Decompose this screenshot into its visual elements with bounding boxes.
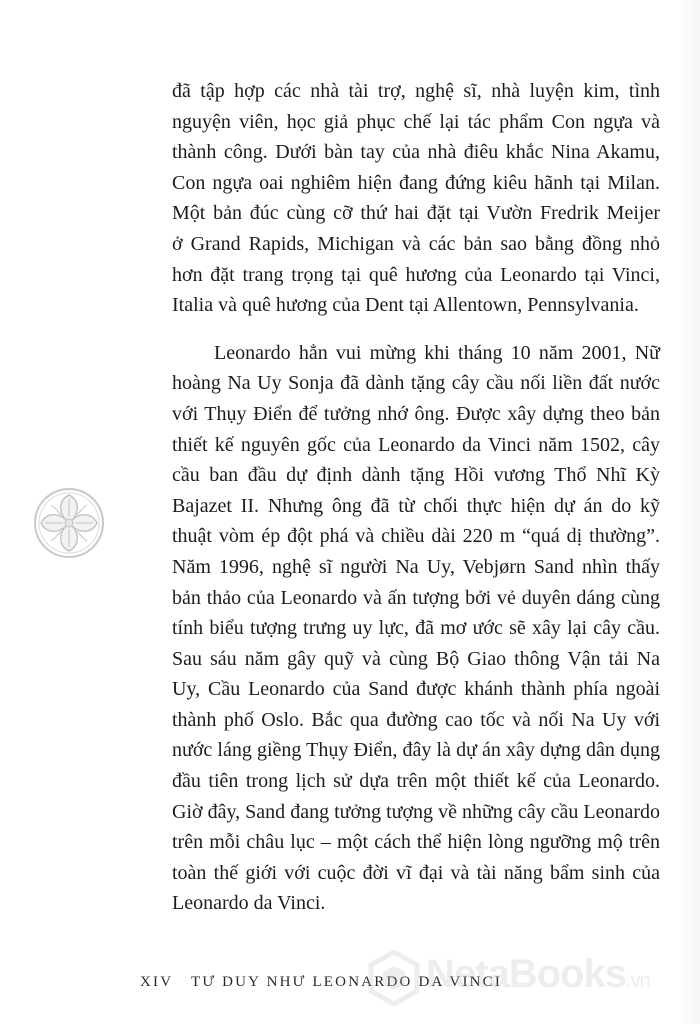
text-line: thành phố Oslo. Bắc qua đường cao tốc và nối Na Uy với [172, 708, 660, 731]
paragraph-1 [172, 76, 660, 321]
text-line: thành công. Dưới bàn tay của nhà điêu khắc Nina Akamu, [172, 141, 660, 164]
text-line: Giờ đây, Sand đang tưởng tượng về những cây cầu Leonardo [172, 800, 660, 823]
running-title: TƯ DUY NHƯ LEONARDO DA VINCI [190, 974, 503, 990]
text-line: cầu ban đầu dự định dành tặng Hồi vương Thổ Nhĩ Kỳ [172, 464, 660, 487]
watermark [368, 948, 690, 1012]
text-line: đã tập hợp các nhà tài trợ, nghệ sĩ, nhà luyện kim, tình [172, 80, 660, 102]
text-line: Uy, Cầu Leonardo của Sand được khánh thành phía ngoài [172, 678, 660, 701]
floral-rosette-icon [33, 487, 105, 559]
body-text [172, 76, 660, 919]
text-line: toàn thế giới với cuộc đời vĩ đại và tài năng bẩm sinh của [172, 861, 660, 884]
watermark-brand: NetaBooks.vn [426, 952, 650, 996]
page-edge [678, 0, 700, 1024]
text-line: với Thụy Điển để tưởng nhớ ông. Được xây dựng theo bản [172, 402, 660, 425]
text-line: tính biểu tượng trưng uy lực, đã mơ ước sẽ xây lại cây cầu. [172, 617, 660, 640]
text-line: Leonardo hẳn vui mừng khi tháng 10 năm 2001, Nữ [214, 341, 660, 364]
text-line: Năm 1996, nghệ sĩ người Na Uy, Vebjørn Sand nhìn thấy [172, 555, 660, 578]
hexagon-logo-icon [368, 950, 420, 1006]
text-line: nước láng giềng Thụy Điển, đây là dự án xây dựng dân dụng [172, 739, 660, 762]
paragraph-2 [172, 338, 660, 919]
text-line: ở Grand Rapids, Michigan và các bản sao bằng đồng nhỏ [172, 232, 660, 255]
text-line: đầu tiên trong lịch sử dựa trên một thiết kế của Leonardo. [172, 770, 660, 793]
text-line: hơn đặt trang trọng tại quê hương của Leonardo tại Vinci, [172, 263, 660, 286]
text-line: Leonardo da Vinci. [172, 892, 326, 915]
text-line: hoàng Na Uy Sonja đã dành tặng cây cầu nối liền đất nước [172, 372, 660, 395]
text-line: bản thảo của Leonardo và ấn tượng bởi vẻ duyên dáng cùng [172, 586, 660, 609]
page-number: XIV [140, 974, 174, 990]
text-line: thiết kế nguyên gốc của Leonardo da Vinci năm 1502, cây [172, 433, 660, 456]
text-line: nguyện viên, học giả phục chế lại tác phẩm Con ngựa và [172, 110, 660, 133]
text-line: thuật vòm ép đột phá và chiều dài 220 m “quá dị thường”. [172, 525, 660, 548]
text-line: Sau sáu năm gây quỹ và cùng Bộ Giao thông Vận tải Na [172, 647, 660, 670]
text-line: Con ngựa oai nghiêm hiện đang đứng kiêu hãnh tại Milan. [172, 171, 660, 194]
text-line: trên mỗi châu lục – một cách thể hiện lòng ngưỡng mộ trên [172, 831, 660, 854]
text-line: Italia và quê hương của Dent tại Allentown, Pennsylvania. [172, 294, 639, 317]
text-line: Bajazet II. Nhưng ông đã từ chối thực hiện dự án do kỹ [172, 494, 660, 517]
text-line: Một bản đúc cùng cỡ thứ hai đặt tại Vườn Fredrik Meijer [172, 202, 660, 225]
